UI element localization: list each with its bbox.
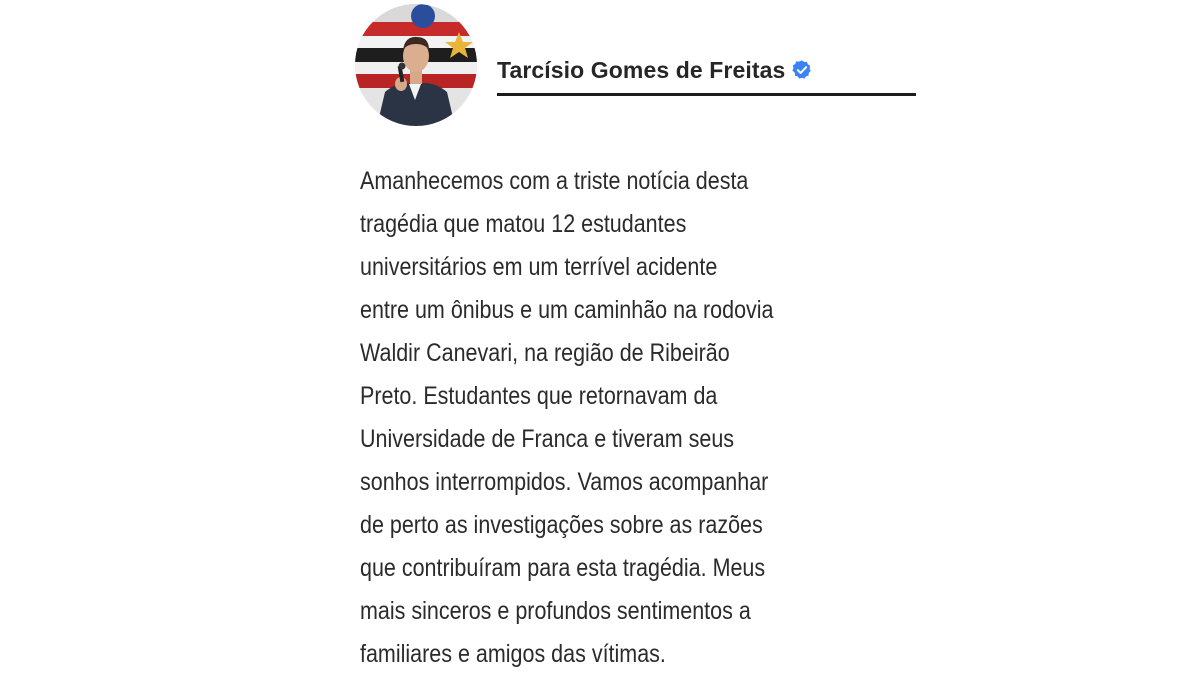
post-text-line: sonhos interrompidos. Vamos acompanhar: [360, 468, 769, 496]
avatar-photo: [355, 4, 477, 126]
post-text-line: que contribuíram para esta tragédia. Meus: [360, 554, 766, 582]
verified-badge-icon: [791, 59, 813, 81]
post-text-line: Waldir Canevari, na região de Ribeirão: [360, 339, 730, 367]
author-avatar[interactable]: [355, 4, 477, 126]
post-body-text: [360, 160, 807, 676]
post-text-line: Preto. Estudantes que retornavam da: [360, 382, 718, 410]
post-text-line: familiares e amigos das vítimas.: [360, 640, 666, 668]
author-row: [497, 54, 813, 86]
post-text-line: mais sinceros e profundos sentimentos a: [360, 597, 751, 625]
post-text-line: tragédia que matou 12 estudantes: [360, 210, 687, 238]
post-text-line: de perto as investigações sobre as razões: [360, 511, 763, 539]
author-underline-divider: [497, 93, 916, 96]
post-text-line: entre um ônibus e um caminhão na rodovia: [360, 296, 774, 324]
post-text-line: Amanhecemos com a triste notícia desta: [360, 167, 749, 195]
post-text-line: universitários em um terrível acidente: [360, 253, 718, 281]
author-name[interactable]: Tarcísio Gomes de Freitas: [497, 56, 786, 83]
post-text-line: Universidade de Franca e tiveram seus: [360, 425, 735, 453]
